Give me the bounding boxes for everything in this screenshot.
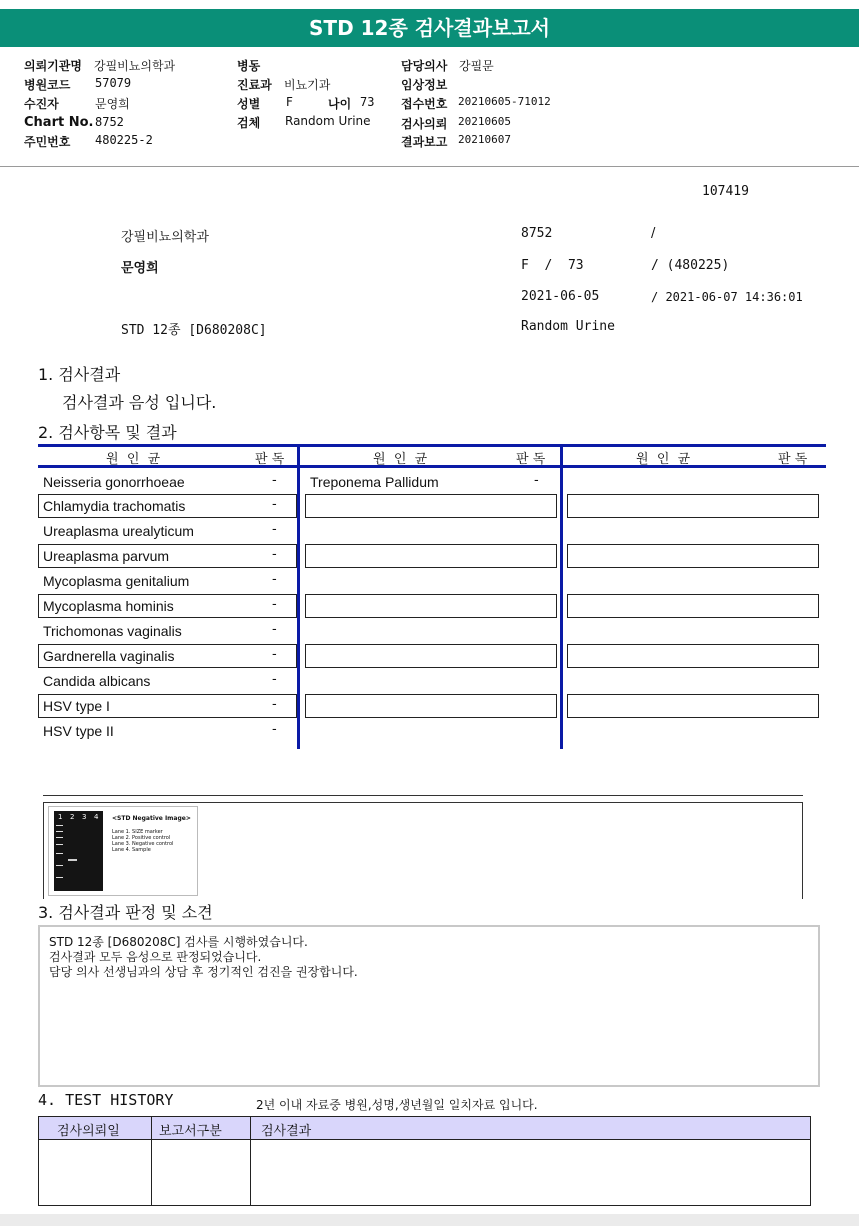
gel-band: [56, 825, 63, 826]
history-col-divider: [250, 1117, 251, 1205]
result-label: 결과보고: [401, 135, 448, 149]
summary-patient: 문영희: [121, 261, 159, 276]
section3-title: 3. 검사결과 판정 및 소견: [38, 903, 213, 922]
pathogen-name: Neisseria gonorrhoeae: [43, 474, 185, 490]
pathogen-result: -: [272, 572, 277, 587]
row-box: [305, 694, 557, 718]
lane-label: 4: [94, 813, 99, 821]
dept-label: 진료과: [237, 78, 272, 92]
pathogen-result: -: [272, 697, 277, 712]
row-box: [567, 544, 819, 568]
header-item-1: 원 인 균: [106, 452, 161, 467]
gel-caption-line: Lane 2. Positive control: [112, 835, 171, 841]
gel-caption-line: Lane 3. Negative control: [112, 841, 174, 847]
header-item-2: 원 인 균: [373, 452, 428, 467]
report-title: STD 12종 검사결과보고서: [0, 9, 859, 47]
header-item-3: 원 인 균: [636, 452, 691, 467]
pathogen-result: -: [272, 497, 277, 512]
opinion-line: 담당 의사 선생님과의 상담 후 정기적인 검진을 권장합니다.: [49, 965, 358, 979]
gel-band: [56, 877, 63, 878]
pathogen-name: HSV type II: [43, 723, 114, 739]
dept-value: 비뇨기과: [284, 78, 331, 92]
summary-report-datetime: / 2021-06-07 14:36:01: [651, 290, 803, 304]
opinion-text: [49, 935, 358, 980]
row-box: [567, 644, 819, 668]
chart-value: 8752: [95, 115, 124, 129]
pathogen-result: -: [272, 622, 277, 637]
pathogen-result: -: [534, 473, 539, 488]
gel-band: [56, 831, 63, 832]
age-value: 73: [360, 95, 375, 109]
hospital-code-label: 병원코드: [24, 78, 71, 92]
pathogen-name: Gardnerella vaginalis: [43, 648, 175, 664]
history-col-request-date: 검사의뢰일: [57, 1124, 120, 1139]
summary-request-date: 2021-06-05: [521, 289, 600, 304]
pathogen-result: -: [272, 722, 277, 737]
gel-photo: [54, 811, 103, 891]
age-label: 나이: [328, 97, 352, 111]
result-value: 20210607: [458, 133, 511, 146]
hospital-code-value: 57079: [95, 76, 132, 90]
header-result-3: 판 독: [778, 452, 808, 467]
chart-label: Chart No.: [24, 115, 94, 130]
hospital-value: 강필비뇨의학과: [94, 59, 176, 73]
pathogen-result: -: [272, 672, 277, 687]
sex-value: F: [286, 95, 293, 109]
summary-test-name: STD 12종 [D680208C]: [121, 323, 267, 338]
summary-slash: /: [651, 226, 656, 241]
gel-band: [68, 859, 77, 861]
pathogen-name: Treponema Pallidum: [310, 474, 439, 490]
lane-label: 2: [70, 813, 75, 821]
ward-label: 병동: [237, 59, 261, 73]
id-label: 주민번호: [24, 135, 71, 149]
report-number: 107419: [702, 184, 749, 199]
pathogen-name: Mycoplasma genitalium: [43, 573, 190, 589]
gel-caption-line: Lane 4. Sample: [112, 847, 151, 853]
doctor-value: 강필문: [459, 59, 494, 73]
header-result-2: 판 독: [516, 452, 546, 467]
pathogen-name: Ureaplasma urealyticum: [43, 523, 194, 539]
receipt-label: 접수번호: [401, 97, 448, 111]
table-top-rule: [38, 444, 826, 447]
gel-caption-title: <STD Negative Image>: [112, 815, 191, 822]
gel-top-rule: [43, 795, 803, 796]
patient-label: 수진자: [24, 97, 59, 111]
pathogen-result: -: [272, 522, 277, 537]
opinion-line: STD 12종 [D680208C] 검사를 시행하였습니다.: [49, 935, 308, 949]
row-box: [305, 594, 557, 618]
patient-value: 문영희: [95, 97, 130, 111]
section4-note: 2년 이내 자료중 병원,성명,생년월일 일치자료 입니다.: [256, 1098, 538, 1112]
section2-title: 2. 검사항목 및 결과: [38, 423, 177, 442]
summary-id: / (480225): [651, 258, 730, 273]
history-table: [38, 1116, 811, 1206]
request-value: 20210605: [458, 115, 511, 128]
id-value: 480225-2: [95, 133, 153, 147]
page-footer-strip: [0, 1214, 859, 1226]
pathogen-result: -: [272, 647, 277, 662]
history-col-divider: [151, 1117, 152, 1205]
row-box: [567, 494, 819, 518]
opinion-line: 검사결과 모두 음성으로 판정되었습니다.: [49, 950, 262, 964]
opinion-box: [38, 925, 820, 1087]
summary-hospital: 강필비뇨의학과: [121, 230, 209, 245]
pathogen-name: Chlamydia trachomatis: [43, 498, 186, 514]
row-box: [305, 494, 557, 518]
specimen-value: Random Urine: [285, 114, 371, 128]
section1-text: 검사결과 음성 입니다.: [62, 393, 217, 412]
pathogen-result: -: [272, 547, 277, 562]
gel-image-card: [48, 806, 198, 896]
row-box: [567, 594, 819, 618]
summary-chart: 8752: [521, 226, 553, 241]
gel-band: [56, 837, 63, 838]
lane-label: 3: [82, 813, 87, 821]
clinical-label: 임상정보: [401, 78, 448, 92]
summary-sex-age: F / 73: [521, 258, 584, 273]
history-header-row: [39, 1117, 810, 1140]
pathogen-name: Ureaplasma parvum: [43, 548, 170, 564]
summary-specimen: Random Urine: [521, 319, 615, 334]
sex-label: 성별: [237, 97, 261, 111]
section1-title: 1. 검사결과: [38, 365, 121, 384]
pathogen-name: HSV type I: [43, 698, 110, 714]
gel-band: [56, 865, 63, 866]
table-col-divider-2: [560, 444, 563, 749]
gel-band: [56, 844, 63, 845]
specimen-label: 검체: [237, 116, 261, 130]
row-box: [305, 644, 557, 668]
header-result-1: 판 독: [255, 452, 285, 467]
doctor-label: 담당의사: [401, 59, 448, 73]
pathogen-result: -: [272, 597, 277, 612]
row-box: [305, 544, 557, 568]
gel-caption-line: Lane 1. SIZE marker: [112, 829, 163, 835]
pathogen-name: Mycoplasma hominis: [43, 598, 174, 614]
section4-title: 4. TEST HISTORY: [38, 1091, 174, 1109]
row-box: [567, 694, 819, 718]
pathogen-name: Trichomonas vaginalis: [43, 623, 182, 639]
pathogen-result: -: [272, 473, 277, 488]
history-col-report-type: 보고서구분: [159, 1124, 222, 1139]
history-col-result: 검사결과: [261, 1124, 312, 1139]
request-label: 검사의뢰: [401, 117, 448, 131]
pathogen-name: Candida albicans: [43, 673, 151, 689]
lane-label: 1: [58, 813, 63, 821]
receipt-value: 20210605-71012: [458, 95, 551, 108]
table-col-divider-1: [297, 444, 300, 749]
gel-band: [56, 853, 63, 854]
hospital-label: 의뢰기관명: [24, 59, 82, 73]
